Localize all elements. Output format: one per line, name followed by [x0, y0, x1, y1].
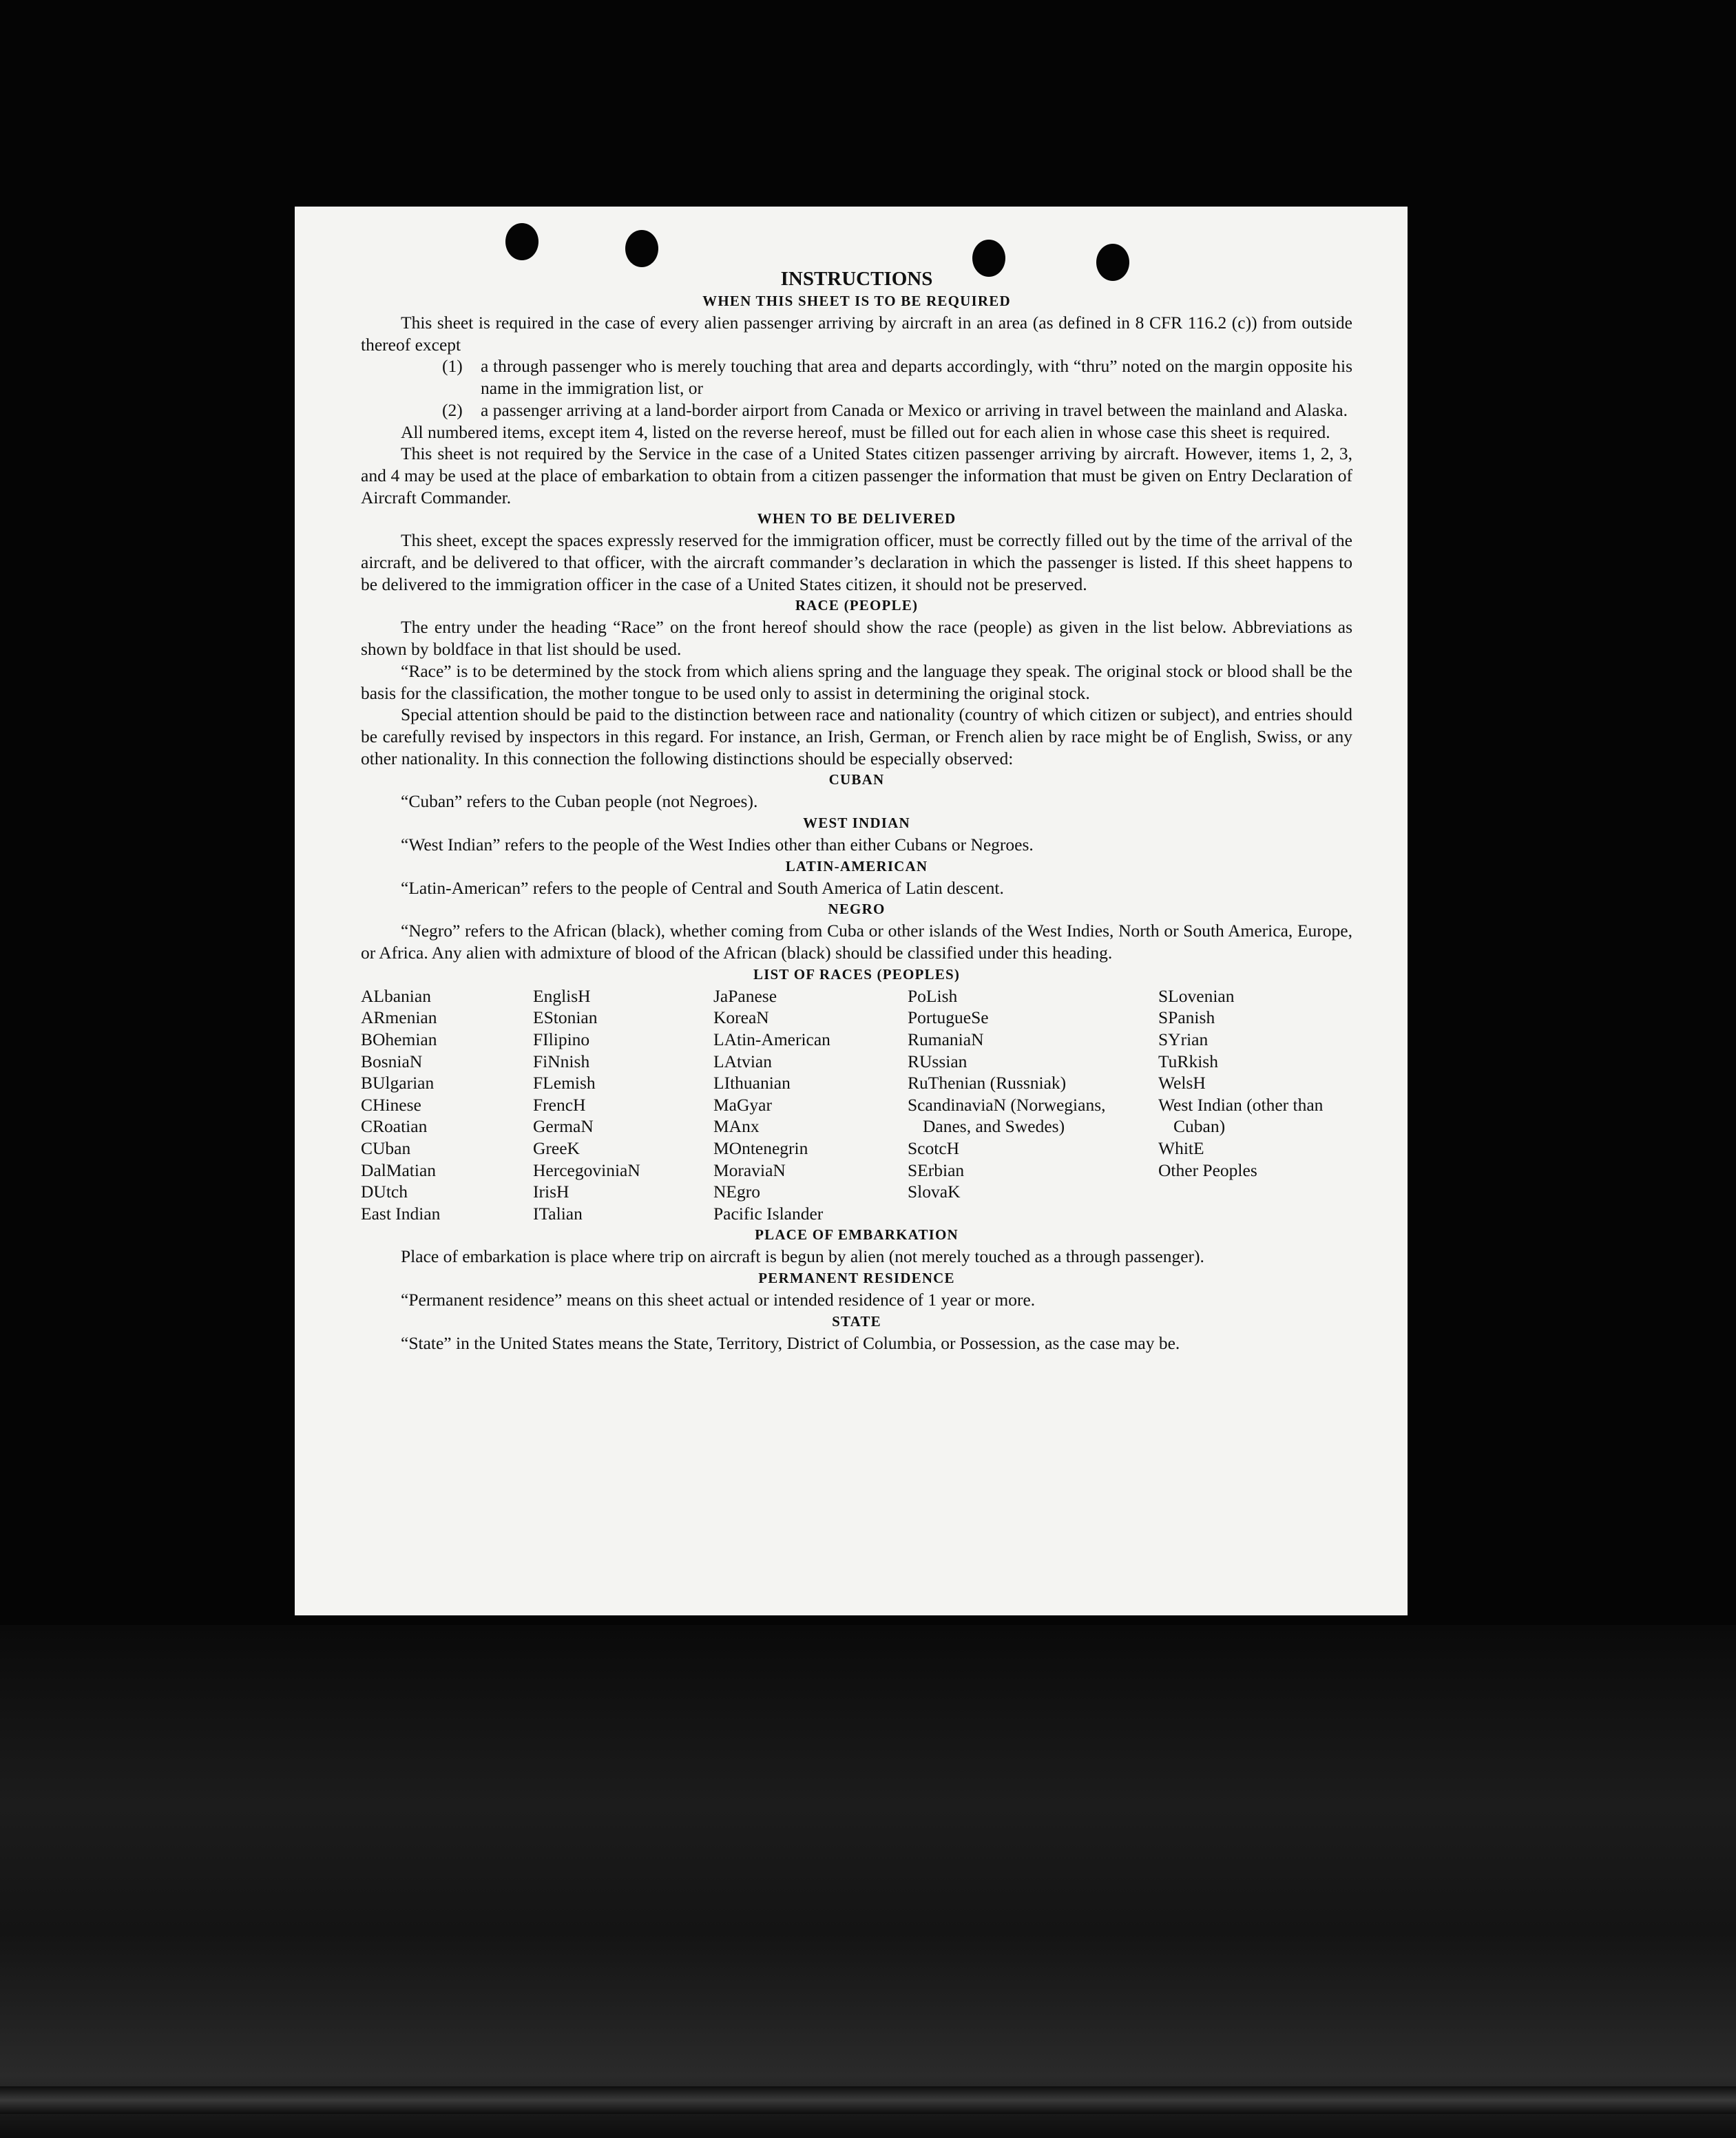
race-entry: PoLish: [908, 985, 958, 1006]
punch-hole: [505, 223, 538, 260]
race-entry: LAtin-American: [713, 1029, 830, 1050]
item-text: a passenger arriving at a land-border airport from Canada or Mexico or arriving in travel between the mainland and Alaska.: [481, 399, 1348, 420]
exception-item-2: [442, 399, 1352, 421]
race-entry: GermaN: [533, 1116, 594, 1137]
heading-when-delivered: WHEN TO BE DELIVERED: [757, 510, 956, 527]
scan-background-band: [0, 2086, 1736, 2114]
paragraph: “Race” is to be determined by the stock from which aliens spring and the language they speak. The original stock or blood shall be the basis for the classification, the mother tongue to be used only to assist in determining the original stock.: [361, 660, 1352, 703]
paragraph: All numbered items, except item 4, listed on the reverse hereof, must be filled out for each alien in whose case this sheet is required.: [401, 421, 1330, 442]
paragraph: “State” in the United States means the State, Territory, District of Columbia, or Possession, as the case may be.: [401, 1332, 1180, 1353]
heading-list-of-races: LIST OF RACES (PEOPLES): [753, 965, 961, 983]
item-number: (2): [442, 399, 463, 420]
race-entry: BOhemian: [361, 1029, 437, 1050]
races-column: [533, 985, 713, 1225]
heading-state: STATE: [832, 1312, 881, 1330]
race-entry: FrencH: [533, 1094, 586, 1115]
item-text: a through passenger who is merely touching that area and departs accordingly, with “thru” noted on the margin opposite his name in the immigration list, or: [481, 356, 1352, 399]
exception-item-1: [442, 355, 1352, 399]
races-list: [361, 985, 1352, 1225]
race-entry: RuThenian (Russniak): [908, 1073, 1067, 1093]
race-entry: ITalian: [533, 1203, 583, 1224]
heading-latin-american: LATIN-AMERICAN: [785, 857, 928, 874]
race-entry: SPanish: [1158, 1007, 1215, 1028]
race-entry: JaPanese: [713, 985, 777, 1006]
race-entry: FLemish: [533, 1073, 596, 1093]
race-entry: MAnx: [713, 1116, 760, 1137]
race-entry: East Indian: [361, 1203, 441, 1224]
race-entry: PortugueSe: [908, 1007, 989, 1028]
race-entry: BosniaN: [361, 1051, 423, 1071]
page-title: INSTRUCTIONS: [780, 268, 933, 290]
race-entry: DalMatian: [361, 1160, 437, 1180]
race-entry: FIlipino: [533, 1029, 590, 1050]
races-column: [1158, 985, 1352, 1225]
race-entry: MaGyar: [713, 1094, 772, 1115]
race-entry: SLovenian: [1158, 985, 1235, 1006]
race-entry: CUban: [361, 1138, 411, 1159]
heading-when-required: WHEN THIS SHEET IS TO BE REQUIRED: [702, 293, 1011, 309]
paragraph: Place of embarkation is place where trip on aircraft is begun by alien (not merely touched as a through passenger).: [401, 1246, 1204, 1267]
race-entry: ScotcH: [908, 1138, 960, 1159]
paragraph: This sheet, except the spaces expressly reserved for the immigration officer, must be correctly filled out by the time of the arrival of the aircraft, and be delivered to that officer, with the aircraft commander’s declaration in which the passenger is listed. If this sheet happens to be delivered to the immigration officer in the case of a United States citizen, it should not be preserved.: [361, 530, 1352, 594]
race-entry: SErbian: [908, 1160, 965, 1180]
heading-negro: NEGRO: [828, 901, 886, 918]
races-column: [361, 985, 533, 1225]
paragraph: “West Indian” refers to the people of the West Indies other than either Cubans or Negroes.: [401, 835, 1034, 855]
race-entry: TuRkish: [1158, 1051, 1218, 1071]
race-entry: ARmenian: [361, 1007, 437, 1028]
punch-hole: [625, 230, 658, 267]
race-entry: Other Peoples: [1158, 1160, 1257, 1180]
race-entry: MoraviaN: [713, 1160, 786, 1180]
race-entry: WhitE: [1158, 1138, 1204, 1159]
races-column: [713, 985, 908, 1225]
race-entry: West Indian (other than Cuban): [1158, 1094, 1324, 1137]
race-entry: NEgro: [713, 1182, 760, 1202]
instruction-sheet: [295, 207, 1408, 1615]
sheet-content: [361, 267, 1352, 1354]
race-entry: MOntenegrin: [713, 1138, 808, 1159]
race-entry: GreeK: [533, 1138, 580, 1159]
item-number: (1): [442, 356, 463, 377]
race-entry: FiNnish: [533, 1051, 590, 1071]
paragraph: “Latin-American” refers to the people of Central and South America of Latin descent.: [401, 877, 1004, 898]
race-entry: BUlgarian: [361, 1073, 435, 1093]
paragraph: “Negro” refers to the African (black), whether coming from Cuba or other islands of the West Indies, North or South America, Europe, or Africa. Any alien with admixture of blood of the African (black) should be classified under this heading.: [361, 921, 1352, 963]
paragraph: “Cuban” refers to the Cuban people (not Negroes).: [401, 791, 758, 812]
paragraph: This sheet is not required by the Service in the case of a United States citizen passenger arriving by aircraft. However, items 1, 2, 3, and 4 may be used at the place of embarkation to obtain from a citizen passenger the information that must be given on Entry Declaration of Aircraft Commander.: [361, 443, 1352, 507]
race-entry: EnglisH: [533, 985, 591, 1006]
race-entry: ScandinaviaN (Norwegians, Danes, and Swedes): [908, 1094, 1106, 1137]
race-entry: LAtvian: [713, 1051, 772, 1071]
heading-place-of-embarkation: PLACE OF EMBARKATION: [755, 1226, 959, 1244]
race-entry: Pacific Islander: [713, 1203, 824, 1224]
heading-race: RACE (PEOPLE): [795, 597, 919, 614]
paragraph: The entry under the heading “Race” on the front hereof should show the race (people) as given in the list below. Abbreviations as shown by boldface in that list should be used.: [361, 617, 1352, 660]
race-entry: LIthuanian: [713, 1073, 791, 1093]
paragraph: This sheet is required in the case of every alien passenger arriving by aircraft in an area (as defined in 8 CFR 116.2 (c)) from outside thereof except: [361, 313, 1352, 355]
heading-cuban: CUBAN: [828, 771, 885, 788]
race-entry: HercegoviniaN: [533, 1160, 640, 1180]
race-entry: IrisH: [533, 1182, 569, 1202]
race-entry: KoreaN: [713, 1007, 769, 1028]
scan-background-shade: [0, 1625, 1736, 2138]
race-entry: RumaniaN: [908, 1029, 984, 1050]
paragraph: Special attention should be paid to the distinction between race and nationality (country of which citizen or subject), and entries should be carefully revised by inspectors in this regard. For instance, an Irish, German, or French alien by race might be of English, Swiss, or any other nationality. In this connection the following distinctions should be especially observed:: [361, 704, 1352, 768]
race-entry: CRoatian: [361, 1116, 428, 1137]
race-entry: SYrian: [1158, 1029, 1209, 1050]
paragraph: “Permanent residence” means on this sheet actual or intended residence of 1 year or more.: [401, 1290, 1036, 1310]
race-entry: RUssian: [908, 1051, 968, 1071]
race-entry: WelsH: [1158, 1073, 1206, 1093]
heading-west-indian: WEST INDIAN: [803, 815, 910, 832]
heading-permanent-residence: PERMANENT RESIDENCE: [758, 1270, 955, 1287]
races-column: [908, 985, 1158, 1225]
race-entry: ALbanian: [361, 985, 431, 1006]
race-entry: DUtch: [361, 1182, 408, 1202]
race-entry: SlovaK: [908, 1182, 961, 1202]
race-entry: CHinese: [361, 1094, 421, 1115]
race-entry: EStonian: [533, 1007, 598, 1028]
